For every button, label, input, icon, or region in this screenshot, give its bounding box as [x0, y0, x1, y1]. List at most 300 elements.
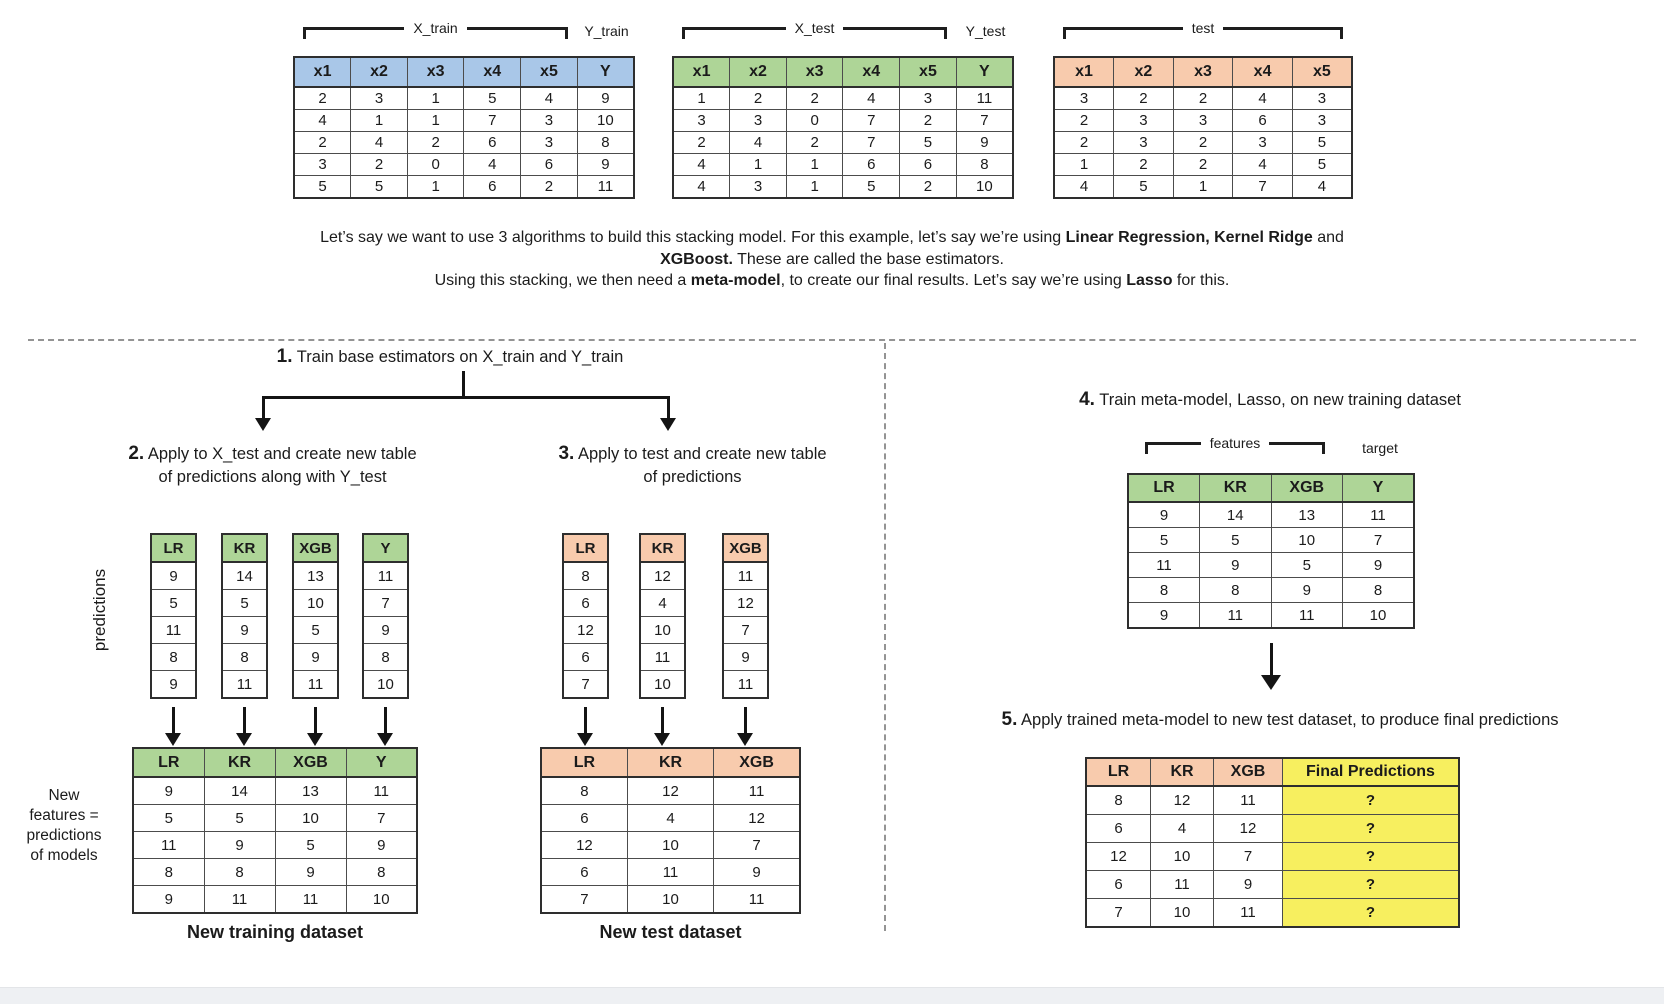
- prediction-strip-xgb: [292, 533, 339, 699]
- table-cell: 8: [133, 859, 204, 886]
- column-header: KR: [1200, 474, 1272, 502]
- table-row: [133, 777, 417, 805]
- features-bracket-label: features: [1209, 435, 1261, 451]
- column-header: x2: [730, 57, 787, 87]
- table-cell: 9: [293, 644, 338, 671]
- table-cell: 11: [1271, 603, 1343, 629]
- table-cell: 4: [1233, 87, 1293, 110]
- table-cell: 2: [1173, 132, 1233, 154]
- table-row: [294, 154, 634, 176]
- text-segment: Using this stacking, we then need a: [434, 272, 691, 289]
- final-predictions-table: [1085, 757, 1460, 928]
- table-cell: 11: [714, 886, 800, 914]
- table-row: [723, 671, 768, 699]
- header-row: [363, 534, 408, 562]
- table-row: [673, 110, 1013, 132]
- table-cell: 3: [1114, 110, 1174, 132]
- train-table-block: [293, 20, 635, 199]
- table-cell: 9: [714, 859, 800, 886]
- table-cell: 9: [363, 617, 408, 644]
- table-header: [723, 534, 768, 562]
- table-cell: ?: [1283, 815, 1460, 843]
- bracket-line: [467, 27, 568, 39]
- table-cell: 2: [1114, 87, 1174, 110]
- table-cell: 3: [1054, 87, 1114, 110]
- table-row: [151, 644, 196, 671]
- table-cell: 13: [1271, 502, 1343, 528]
- table-cell: 5: [1292, 132, 1352, 154]
- table-cell: 8: [1128, 578, 1200, 603]
- table-cell: 5: [294, 176, 351, 199]
- down-arrow-icon: [165, 707, 181, 746]
- test-table: [1053, 56, 1353, 199]
- table-cell: 9: [577, 154, 634, 176]
- table-row: [673, 87, 1013, 110]
- table-body: [723, 562, 768, 698]
- column-header: XGB: [714, 748, 800, 777]
- table-row: [1128, 502, 1414, 528]
- table-cell: 10: [1151, 843, 1214, 871]
- table-cell: 1: [1054, 154, 1114, 176]
- table-cell: 9: [133, 777, 204, 805]
- table-header: [673, 57, 1013, 87]
- table-header: [222, 534, 267, 562]
- table-cell: 8: [151, 644, 196, 671]
- table-row: [222, 671, 267, 699]
- table-cell: 11: [151, 617, 196, 644]
- table-cell: 7: [541, 886, 627, 914]
- table-row: [363, 671, 408, 699]
- x-test-table: [672, 56, 1014, 199]
- table-cell: 10: [1343, 603, 1415, 629]
- table-cell: 5: [222, 590, 267, 617]
- text-segment-bold: XGBoost.: [660, 250, 733, 268]
- table-cell: 14: [1200, 502, 1272, 528]
- table-row: [151, 590, 196, 617]
- table-cell: 8: [577, 132, 634, 154]
- table-row: [1086, 786, 1459, 815]
- intro-line-3: [0, 270, 1664, 292]
- table-row: [293, 590, 338, 617]
- step-1-heading: [230, 345, 670, 369]
- table-cell: 4: [1233, 154, 1293, 176]
- column-header: Y: [346, 748, 417, 777]
- table-cell: 13: [293, 562, 338, 590]
- new-features-label: [8, 786, 120, 866]
- label-line: features =: [29, 807, 99, 824]
- table-row: [640, 562, 685, 590]
- x-test-bracket-label: X_test: [794, 20, 835, 36]
- table-row: [222, 644, 267, 671]
- step-2-heading: [85, 442, 460, 489]
- table-cell: 5: [133, 805, 204, 832]
- table-cell: 6: [843, 154, 900, 176]
- table-row: [151, 671, 196, 699]
- intro-line-1: [0, 227, 1664, 249]
- column-header: LR: [133, 748, 204, 777]
- table-cell: 5: [1114, 176, 1174, 199]
- table-cell: 6: [541, 859, 627, 886]
- bottom-bar: [0, 987, 1664, 1004]
- table-cell: 10: [1151, 899, 1214, 928]
- table-cell: 2: [673, 132, 730, 154]
- table-cell: 7: [363, 590, 408, 617]
- header-row: [1128, 474, 1414, 502]
- table-cell: 1: [786, 154, 843, 176]
- table-row: [151, 562, 196, 590]
- column-header: x3: [786, 57, 843, 87]
- table-cell: 8: [541, 777, 627, 805]
- prediction-strip-xgb: [722, 533, 769, 699]
- table-cell: 1: [407, 176, 464, 199]
- x-train-bracket: [293, 20, 578, 47]
- table-cell: 9: [133, 886, 204, 914]
- test-xy-table-block: [672, 20, 1014, 199]
- table-cell: 5: [204, 805, 275, 832]
- table-row: [222, 617, 267, 644]
- bracket-line: [843, 27, 947, 39]
- table-cell: 12: [723, 590, 768, 617]
- table-cell: 7: [464, 110, 521, 132]
- step-5-heading: [900, 708, 1660, 732]
- table-cell: 7: [1343, 528, 1415, 553]
- table-row: [723, 590, 768, 617]
- header-row: [673, 57, 1013, 87]
- table-header: [133, 748, 417, 777]
- table-cell: 3: [1114, 132, 1174, 154]
- predictions-axis-label: predictions: [90, 568, 109, 652]
- table-cell: 1: [351, 110, 408, 132]
- features-bracket: [1135, 435, 1335, 454]
- step-number: 4.: [1079, 389, 1095, 410]
- table-body: [1128, 502, 1414, 628]
- new-training-dataset-table: [132, 747, 418, 914]
- step-text: Train meta-model, Lasso, on new training dataset: [1094, 391, 1461, 409]
- table-cell: 12: [563, 617, 608, 644]
- table-cell: 11: [627, 859, 713, 886]
- table-cell: 8: [563, 562, 608, 590]
- table-row: [1086, 871, 1459, 899]
- table-row: [541, 886, 800, 914]
- column-header: Y: [956, 57, 1013, 87]
- new-test-dataset-table: [540, 747, 801, 914]
- bracket-line: [1269, 442, 1325, 454]
- column-header: LR: [563, 534, 608, 562]
- step-number: 3.: [558, 443, 575, 464]
- down-arrow-icon: [236, 707, 252, 746]
- step-line: [85, 442, 460, 466]
- table-cell: 5: [275, 832, 346, 859]
- table-cell: 5: [1271, 553, 1343, 578]
- table-cell: 3: [1173, 110, 1233, 132]
- table-cell: 5: [1292, 154, 1352, 176]
- table-row: [640, 644, 685, 671]
- table-cell: ?: [1283, 843, 1460, 871]
- test-bracket-row: [672, 20, 1014, 47]
- table-body: [563, 562, 608, 698]
- table-cell: 9: [222, 617, 267, 644]
- x-train-table: [293, 56, 635, 199]
- table-cell: 1: [673, 87, 730, 110]
- table-cell: 9: [723, 644, 768, 671]
- column-header: LR: [541, 748, 627, 777]
- text-segment: These are called the base estimators.: [732, 250, 1004, 268]
- table-cell: 10: [640, 617, 685, 644]
- prediction-strip-lr: [150, 533, 197, 699]
- table-cell: 11: [723, 671, 768, 699]
- table-cell: 5: [464, 87, 521, 110]
- table-cell: 9: [1128, 502, 1200, 528]
- table-row: [294, 110, 634, 132]
- table-body: [640, 562, 685, 698]
- table-row: [222, 562, 267, 590]
- table-cell: 6: [464, 132, 521, 154]
- column-header: x1: [294, 57, 351, 87]
- table-cell: 11: [133, 832, 204, 859]
- new-test-dataset-caption: New test dataset: [599, 922, 742, 942]
- step-line: [505, 442, 880, 466]
- table-cell: 9: [577, 87, 634, 110]
- table-row: [563, 671, 608, 699]
- header-row: [293, 534, 338, 562]
- table-cell: 6: [1233, 110, 1293, 132]
- table-row: [640, 590, 685, 617]
- header-row: [133, 748, 417, 777]
- table-cell: 2: [786, 132, 843, 154]
- prediction-strip-kr: [221, 533, 268, 699]
- table-cell: 9: [1271, 578, 1343, 603]
- table-body: [673, 87, 1013, 198]
- table-header: [294, 57, 634, 87]
- table-row: [673, 176, 1013, 199]
- prediction-strip-y: [362, 533, 409, 699]
- table-row: [293, 671, 338, 699]
- table-row: [1128, 553, 1414, 578]
- table-cell: 4: [843, 87, 900, 110]
- step-3-heading: [505, 442, 880, 489]
- intro-line-2: [0, 249, 1664, 271]
- column-header: LR: [151, 534, 196, 562]
- table-row: [541, 805, 800, 832]
- table-body: [363, 562, 408, 698]
- table-row: [563, 617, 608, 644]
- table-cell: 8: [222, 644, 267, 671]
- table-cell: 2: [351, 154, 408, 176]
- table-cell: 3: [730, 176, 787, 199]
- table-cell: ?: [1283, 786, 1460, 815]
- table-cell: 10: [346, 886, 417, 914]
- table-cell: 11: [204, 886, 275, 914]
- table-cell: 2: [1114, 154, 1174, 176]
- table-cell: 5: [1200, 528, 1272, 553]
- column-header: Y: [577, 57, 634, 87]
- table-body: [1086, 786, 1459, 927]
- table-row: [723, 644, 768, 671]
- table-cell: 7: [1233, 176, 1293, 199]
- table-cell: 10: [627, 886, 713, 914]
- table-row: [151, 617, 196, 644]
- label-line: New: [48, 787, 80, 804]
- table-cell: 2: [1173, 87, 1233, 110]
- table-row: [563, 562, 608, 590]
- table-cell: 11: [363, 562, 408, 590]
- table-cell: 3: [730, 110, 787, 132]
- table-cell: 6: [1086, 871, 1151, 899]
- column-header: x5: [1292, 57, 1352, 87]
- text-segment-bold: Lasso: [1126, 272, 1173, 289]
- column-header: LR: [1086, 758, 1151, 786]
- table-cell: 10: [1271, 528, 1343, 553]
- header-row: [294, 57, 634, 87]
- table-cell: 5: [900, 132, 957, 154]
- table-cell: 3: [294, 154, 351, 176]
- text-segment: , to create our final results. Let’s say we’re using: [780, 272, 1127, 289]
- table-cell: 11: [1151, 871, 1214, 899]
- table-cell: 3: [351, 87, 408, 110]
- table-cell: 6: [563, 590, 608, 617]
- column-header: Y: [363, 534, 408, 562]
- table-cell: 11: [640, 644, 685, 671]
- table-body: [1054, 87, 1352, 198]
- prediction-strip-lr: [562, 533, 609, 699]
- table-cell: 7: [843, 110, 900, 132]
- table-cell: 12: [1151, 786, 1214, 815]
- table-row: [563, 590, 608, 617]
- column-header: x2: [351, 57, 408, 87]
- header-row: [640, 534, 685, 562]
- table-cell: 8: [1200, 578, 1272, 603]
- down-arrow-icon: [660, 396, 676, 431]
- table-row: [363, 644, 408, 671]
- table-header: [563, 534, 608, 562]
- table-row: [1054, 154, 1352, 176]
- table-cell: 7: [1214, 843, 1283, 871]
- header-row: [1086, 758, 1459, 786]
- table-row: [640, 671, 685, 699]
- table-row: [541, 832, 800, 859]
- table-row: [723, 562, 768, 590]
- bracket-line: [1063, 27, 1183, 39]
- bracket-line: [1223, 27, 1343, 39]
- table-row: [1128, 603, 1414, 629]
- table-row: [1086, 899, 1459, 928]
- down-arrow-icon: [737, 707, 753, 746]
- table-cell: 6: [1086, 815, 1151, 843]
- table-cell: 9: [1214, 871, 1283, 899]
- table-row: [294, 132, 634, 154]
- table-row: [294, 87, 634, 110]
- table-row: [723, 617, 768, 644]
- column-header: KR: [640, 534, 685, 562]
- column-header: x4: [843, 57, 900, 87]
- table-cell: 9: [956, 132, 1013, 154]
- test-bracket-label: test: [1191, 20, 1215, 36]
- table-cell: 1: [1173, 176, 1233, 199]
- table-cell: 6: [900, 154, 957, 176]
- table-cell: 7: [346, 805, 417, 832]
- bracket-line: [682, 27, 786, 39]
- table-row: [1086, 815, 1459, 843]
- text-segment-bold: meta-model: [690, 272, 781, 289]
- header-row: [1054, 57, 1352, 87]
- table-cell: 7: [1086, 899, 1151, 928]
- table-row: [541, 859, 800, 886]
- table-cell: 11: [293, 671, 338, 699]
- table-cell: 8: [204, 859, 275, 886]
- table-row: [133, 805, 417, 832]
- step-text: Apply to test and create new table: [574, 445, 827, 463]
- table-cell: 2: [1173, 154, 1233, 176]
- table-cell: 1: [786, 176, 843, 199]
- down-arrow-icon: [377, 707, 393, 746]
- header-row: [723, 534, 768, 562]
- column-header: x3: [1173, 57, 1233, 87]
- table-cell: 5: [151, 590, 196, 617]
- down-arrow-icon: [654, 707, 670, 746]
- table-cell: 4: [627, 805, 713, 832]
- table-header: [1054, 57, 1352, 87]
- table-cell: 5: [293, 617, 338, 644]
- column-header: XGB: [293, 534, 338, 562]
- table-cell: 9: [151, 671, 196, 699]
- table-cell: 11: [723, 562, 768, 590]
- meta-training-table: [1127, 473, 1415, 629]
- table-body: [133, 777, 417, 913]
- new-training-dataset-caption: New training dataset: [186, 922, 364, 942]
- table-cell: 9: [346, 832, 417, 859]
- table-body: [293, 562, 338, 698]
- table-cell: 4: [1151, 815, 1214, 843]
- table-cell: 6: [541, 805, 627, 832]
- test-only-bracket-row: [1053, 20, 1353, 47]
- table-cell: 4: [673, 176, 730, 199]
- table-cell: 11: [275, 886, 346, 914]
- table-cell: 11: [1200, 603, 1272, 629]
- table-cell: 4: [521, 87, 578, 110]
- table-cell: 2: [294, 132, 351, 154]
- text-segment: and: [1312, 229, 1344, 246]
- step-number: 5.: [1001, 709, 1018, 730]
- table-cell: 11: [346, 777, 417, 805]
- column-header: XGB: [1214, 758, 1283, 786]
- table-cell: 11: [956, 87, 1013, 110]
- table-cell: 4: [1292, 176, 1352, 199]
- table-cell: 5: [1128, 528, 1200, 553]
- table-cell: 10: [956, 176, 1013, 199]
- table-cell: 2: [407, 132, 464, 154]
- step-number: 1.: [276, 346, 293, 367]
- table-cell: 10: [627, 832, 713, 859]
- table-cell: 4: [464, 154, 521, 176]
- column-header: x1: [673, 57, 730, 87]
- table-cell: 9: [1128, 603, 1200, 629]
- table-cell: 7: [723, 617, 768, 644]
- target-label: target: [1362, 440, 1398, 456]
- table-cell: 12: [541, 832, 627, 859]
- column-header: x5: [521, 57, 578, 87]
- column-header: x4: [1233, 57, 1293, 87]
- column-header: x1: [1054, 57, 1114, 87]
- table-row: [294, 176, 634, 199]
- text-segment: for this.: [1172, 272, 1230, 289]
- down-arrow-icon: [307, 707, 323, 746]
- branch-arrow-bar: [262, 396, 670, 399]
- down-arrow-icon: [255, 396, 271, 431]
- table-cell: 8: [346, 859, 417, 886]
- column-header: KR: [627, 748, 713, 777]
- table-row: [563, 644, 608, 671]
- table-row: [1128, 528, 1414, 553]
